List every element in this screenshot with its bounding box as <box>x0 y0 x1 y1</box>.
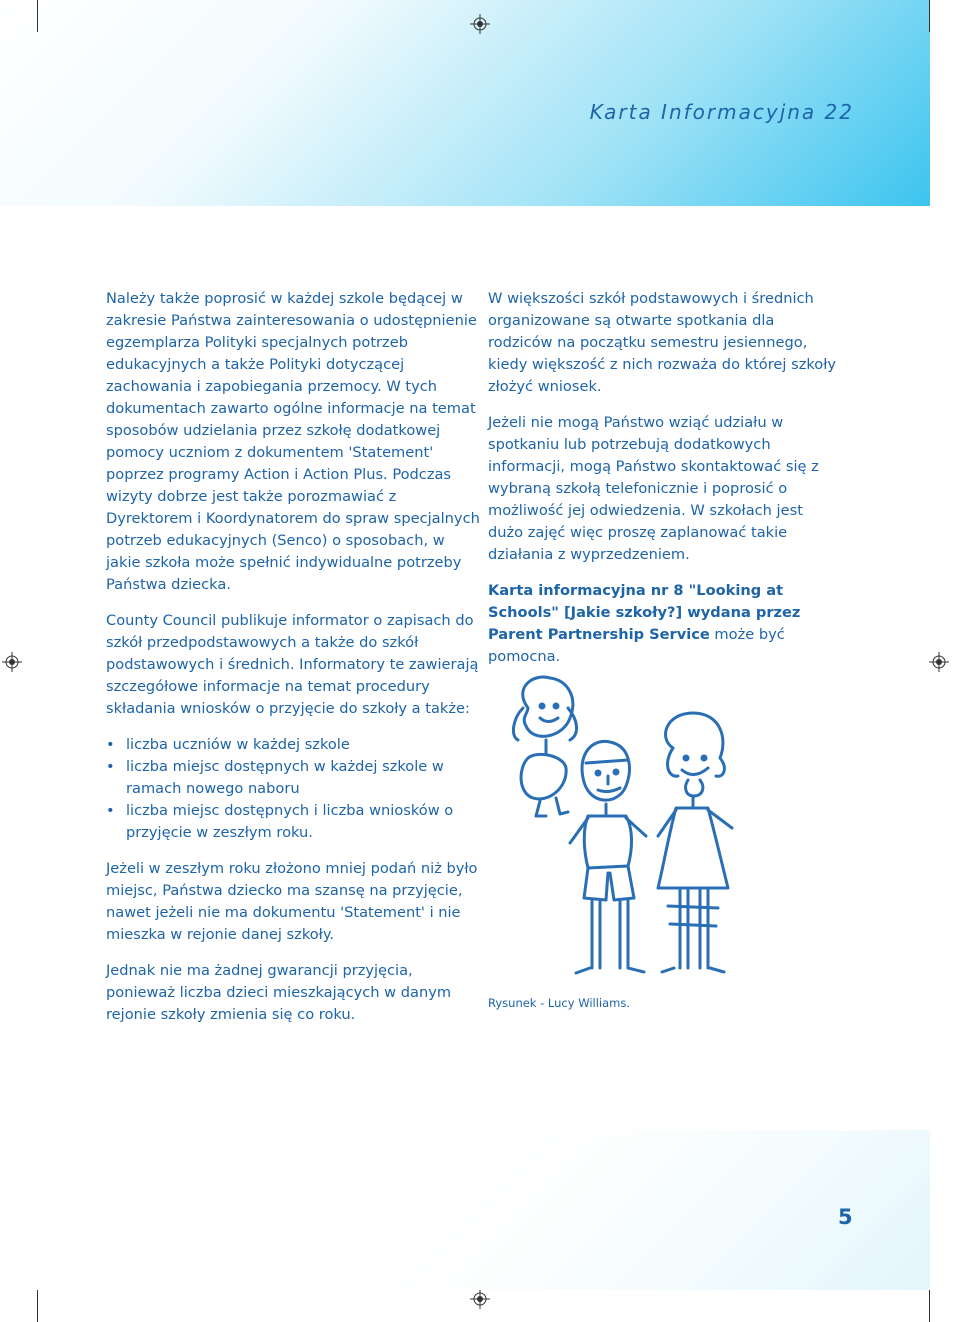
right-paragraph-3 <box>488 580 838 668</box>
child-drawing-illustration <box>488 668 788 990</box>
bullet-item: • liczba uczniów w każdej szkole <box>106 734 480 756</box>
trim-line-bottom-left <box>37 1290 38 1322</box>
bullet-item: • liczba miejsc dostępnych i liczba wniosków o przyjęcie w zeszłym roku. <box>106 800 480 844</box>
footer-band <box>0 1130 930 1290</box>
drawing-caption: Rysunek - Lucy Williams. <box>488 996 631 1010</box>
drawing-figure-middle <box>570 741 646 973</box>
page-title: Karta Informacyjna 22 <box>589 100 854 124</box>
left-paragraph-4: Jednak nie ma żadnej gwarancji przyjęcia, ponieważ liczba dzieci mieszkających w danym rejonie szkoły zmienia się co roku. <box>106 962 452 1023</box>
right-paragraph-1: W większości szkół podstawowych i średnich organizowane są otwarte spotkania dla rodziców na początku semestru jesiennego, kiedy większość z nich rozważa do której szkoły złożyć wniosek. <box>488 290 836 395</box>
trim-line-bottom-right <box>929 1290 930 1322</box>
reference-rest: może być pomocna. <box>488 626 785 665</box>
drawing-figure-left <box>513 677 576 816</box>
left-column <box>106 288 480 1026</box>
registration-mark-left <box>2 652 22 672</box>
bullet-list <box>106 734 480 844</box>
trim-line-top-left <box>37 0 38 32</box>
left-paragraph-2: County Council publikuje informator o zapisach do szkół przedpodstawowych a także do szkół podstawowych i średnich. Informatory te zawierają szczegółowe informacje na temat procedury składania wniosków o przyjęcie do szkoły a także: <box>106 612 479 717</box>
drawing-figure-right <box>658 713 732 972</box>
reference-title: Karta informacyjna nr 8 "Looking at Schools" [Jakie szkoły?] wydana przez Parent Partnership Service <box>488 582 801 643</box>
registration-mark-right <box>929 652 949 672</box>
left-paragraph-1: Należy także poprosić w każdej szkole będącej w zakresie Państwa zainteresowania o udostępnienie egzemplarza Polityki specjalnych potrzeb edukacyjnych a także Polityki dotyczącej zachowania i zapobiegania przemocy. W tych dokumentach zawarto ogólne informacje na temat sposobów udzielania przez szkołę dodatkowej pomocy uczniom z dokumentem 'Statement' poprzez programy Action i Action Plus. Podczas wizyty dobrze jest także porozmawiać z Dyrektorem i Koordynatorem do spraw specjalnych potrzeb edukacyjnych (Senco) o sposobach, w jakie szkoła może spełnić indywidualne potrzeby Państwa dziecka. <box>106 290 480 593</box>
registration-mark-bottom <box>470 1289 490 1309</box>
left-paragraph-3: Jeżeli w zeszłym roku złożono mniej podań niż było miejsc, Państwa dziecko ma szansę na przyjęcie, nawet jeżeli nie ma dokumentu 'Statement' i nie mieszka w rejonie danej szkoły. <box>106 860 478 943</box>
right-paragraph-2: Jeżeli nie mogą Państwo wziąć udziału w spotkaniu lub potrzebują dodatkowych informacji, mogą Państwo skontaktować się z wybraną szkołą telefonicznie i poprosić o możliwość jej odwiedzenia. W szkołach jest dużo zajęć więc proszę zaplanować takie działania z wyprzedzeniem. <box>488 414 819 563</box>
bullet-item: • liczba miejsc dostępnych w każdej szkole w ramach nowego naboru <box>106 756 480 800</box>
registration-mark-top <box>470 14 490 34</box>
page-number: 5 <box>838 1205 853 1229</box>
trim-line-top-right <box>929 0 930 32</box>
right-column <box>488 288 838 668</box>
